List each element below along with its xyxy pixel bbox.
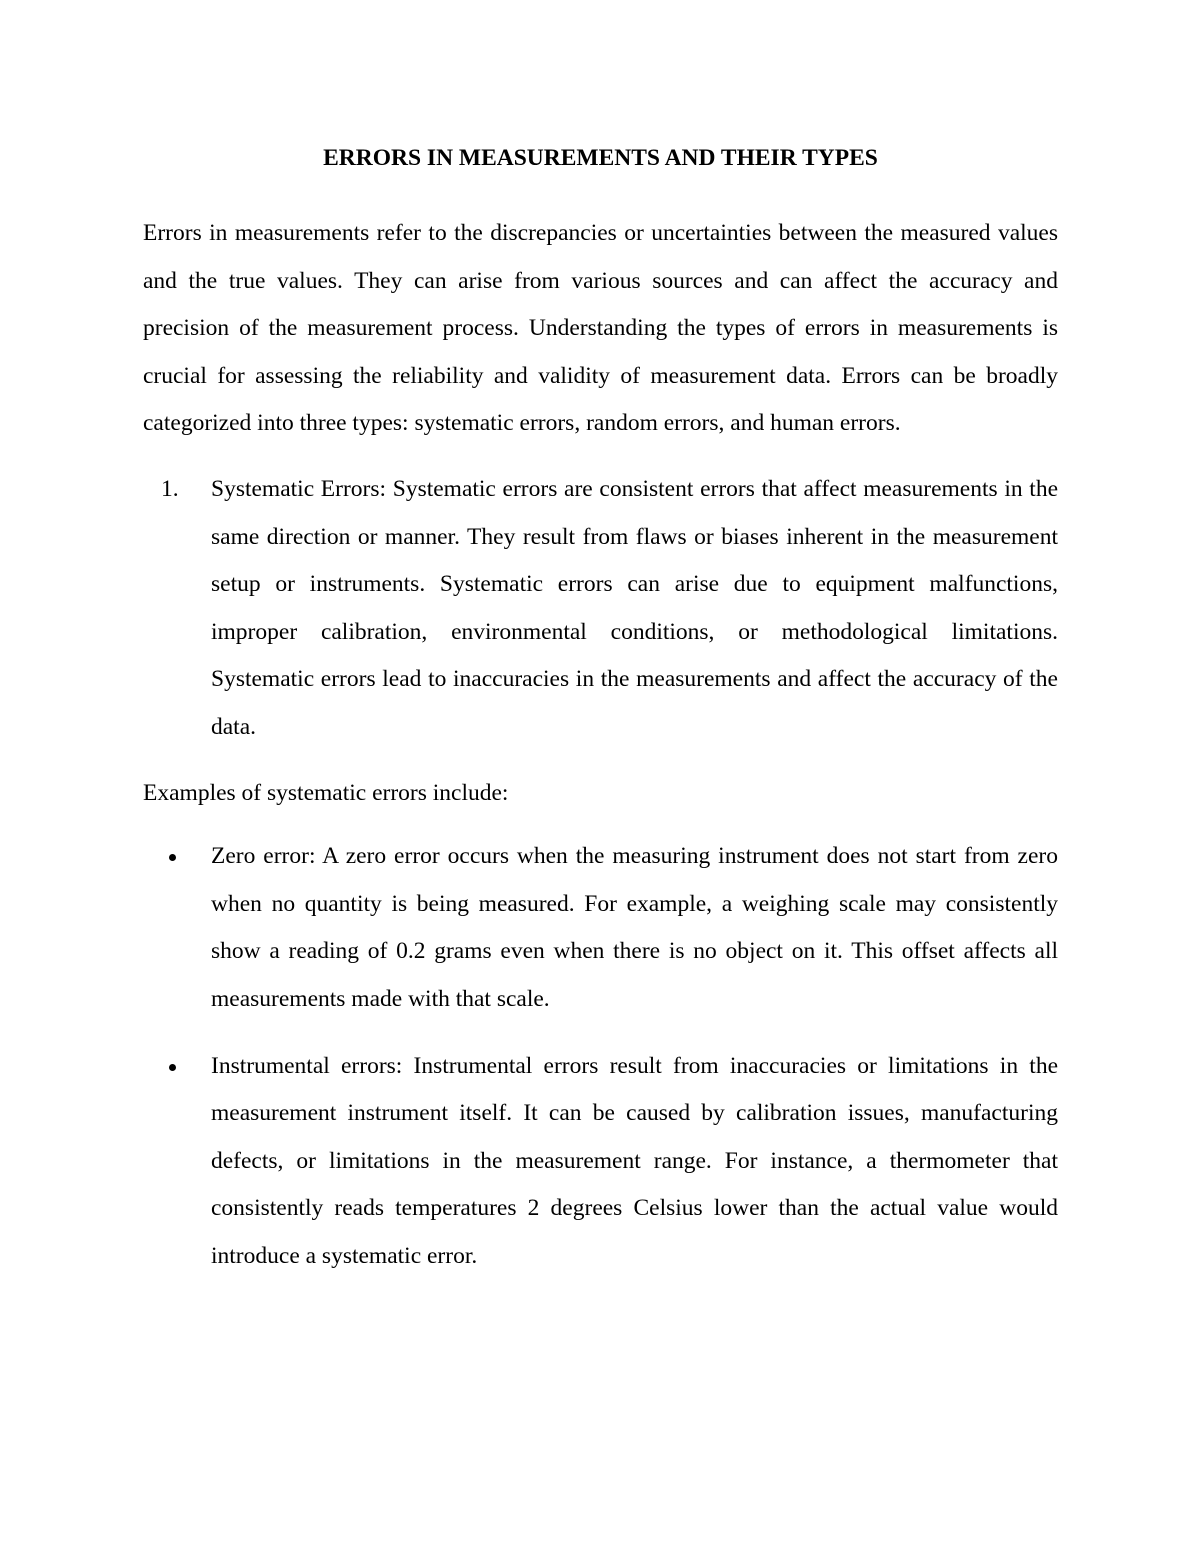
numbered-item-systematic-errors [143, 466, 1058, 752]
examples-heading: Examples of systematic errors include: [143, 779, 509, 806]
numbered-item-text: Systematic Errors: Systematic errors are consistent errors that affect measurements in the same direction or manner. They result from flaws or biases inherent in the measurement setup or instruments. Systematic errors can arise due to equipment malfunctions, improper calibration, environmental conditions, or methodological limitations. Systematic errors lead to inaccuracies in the measurements and affect the accuracy of the data. [211, 475, 1058, 740]
list-number: 1. [161, 475, 179, 502]
bullet-list [143, 833, 1058, 1280]
document-title: ERRORS IN MEASUREMENTS AND THEIR TYPES [323, 145, 878, 171]
bullet-item-zero-error [143, 833, 1058, 1023]
numbered-list [143, 466, 1058, 752]
document-page [143, 140, 1058, 1299]
bullet-item-instrumental-errors [143, 1043, 1058, 1281]
intro-paragraph: Errors in measurements refer to the discrepancies or uncertainties between the measured values and the true values. They can arise from various sources and can affect the accuracy and precision of the measurement process. Understanding the types of errors in measurements is crucial for assessing the reliability and validity of measurement data. Errors can be broadly categorized into three types: systematic errors, random errors, and human errors. [143, 220, 1058, 437]
bullet-dot-icon [169, 854, 176, 861]
bullet-item-text: Instrumental errors: Instrumental errors result from inaccuracies or limitations in the measurement instrument itself. It can be caused by calibration issues, manufacturing defects, or limitations in the measurement range. For instance, a thermometer that consistently reads temperatures 2 degrees Celsius lower than the actual value would introduce a systematic error. [211, 1052, 1058, 1269]
bullet-dot-icon [169, 1064, 176, 1071]
bullet-item-text: Zero error: A zero error occurs when the measuring instrument does not start from zero when no quantity is being measured. For example, a weighing scale may consistently show a reading of 0.2 grams even when there is no object on it. This offset affects all measurements made with that scale. [211, 843, 1058, 1012]
